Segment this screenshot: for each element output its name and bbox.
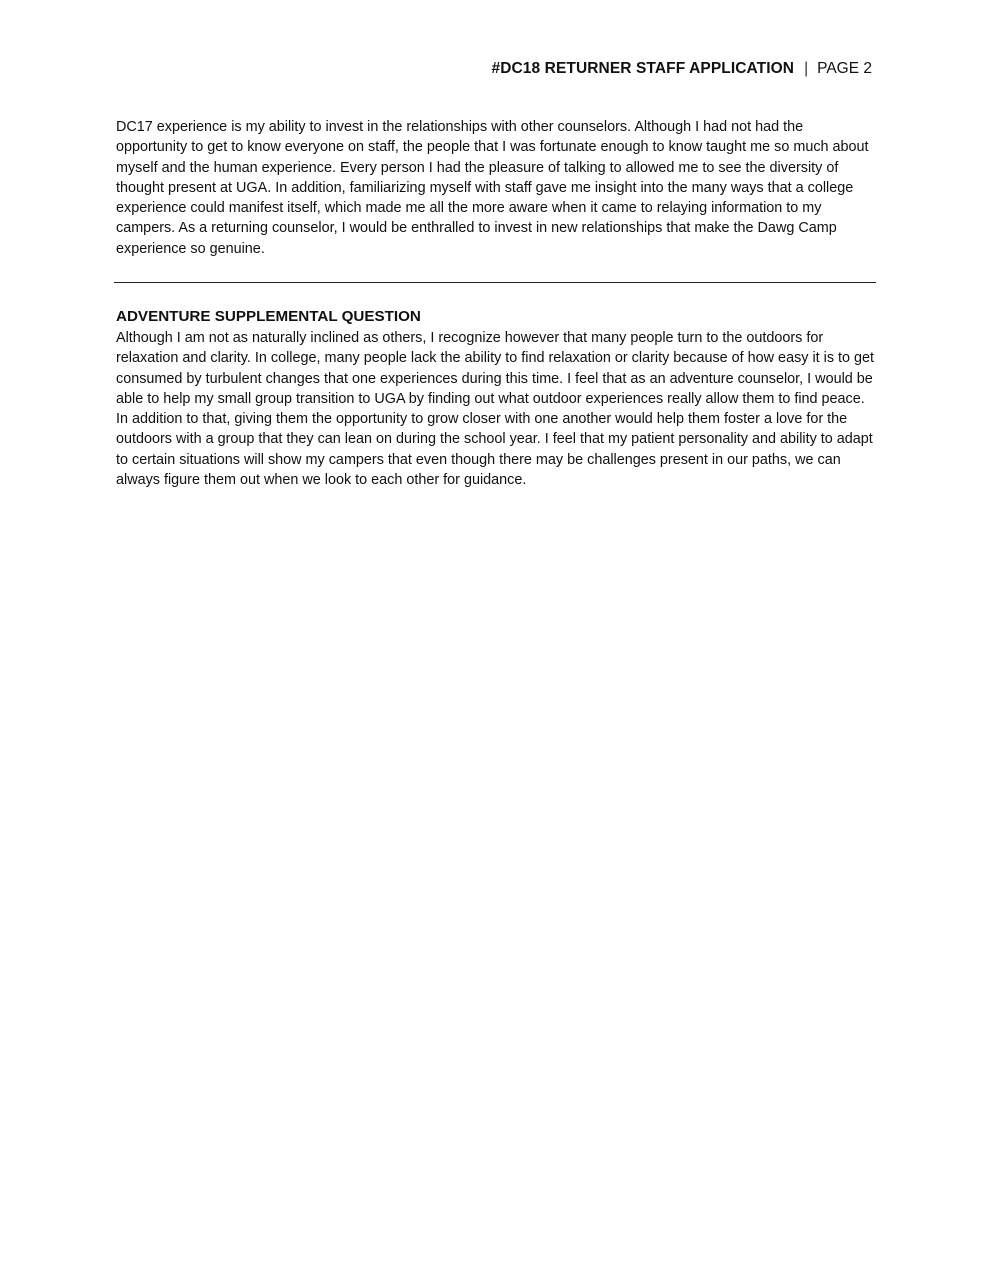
page-header (492, 59, 873, 79)
section-divider (114, 282, 876, 283)
intro-paragraph: DC17 experience is my ability to invest in the relationships with other counselors. Although I had not had the opportunity to get to know everyone on staff, the people that I was fortunate enough to know taught me so much about myself and the human experience. Every person I had the pleasure of talking to allowed me to see the diversity of thought present at UGA. In addition, familiarizing myself with staff gave me insight into the many ways that a college experience could manifest itself, which made me all the more aware when it came to relaying information to my campers. As a returning counselor, I would be enthralled to invest in new relationships that make the Dawg Camp experience so genuine. (116, 119, 869, 257)
adventure-supplemental-section (116, 307, 876, 490)
adventure-answer-paragraph: Although I am not as naturally inclined as others, I recognize however that many people turn to the outdoors for relaxation and clarity. In college, many people lack the ability to find relaxation or clarity because of how easy it is to get consumed by turbulent changes that one experiences during this time. I feel that as an adventure counselor, I would be able to help my small group transition to UGA by finding out what outdoor experiences really allow them to find peace. In addition to that, giving them the opportunity to grow closer with one another would help them foster a love for the outdoors with a group that they can lean on during the school year. I feel that my patient personality and ability to adapt to certain situations will show my campers that even though there may be challenges present in our paths, we can always figure them out when we look to each other for guidance. (116, 330, 875, 489)
document-title: #DC18 RETURNER STAFF APPLICATION (491, 60, 795, 77)
page-number: PAGE 2 (817, 60, 872, 77)
header-separator: | (804, 60, 809, 77)
section-heading: ADVENTURE SUPPLEMENTAL QUESTION (116, 308, 421, 325)
